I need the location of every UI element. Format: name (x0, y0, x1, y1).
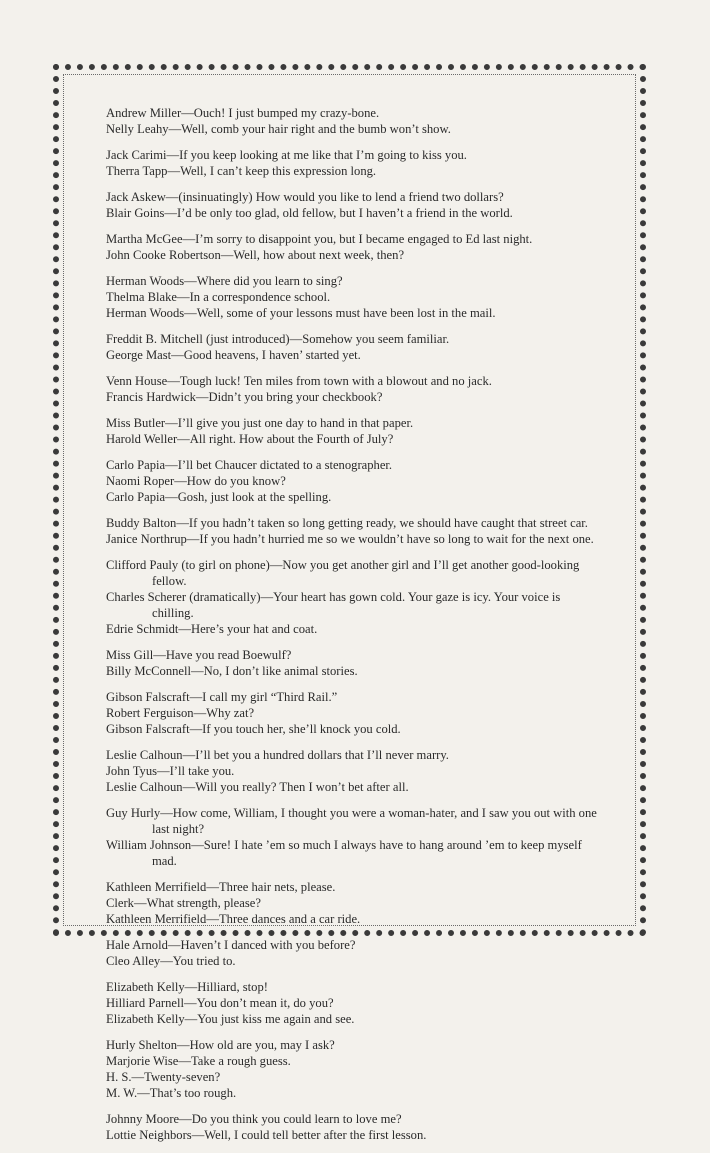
dialogue-line: Therra Tapp—Well, I can’t keep this expression long. (106, 164, 377, 178)
dialogue-line: Edrie Schmidt—Here’s your hat and coat. (106, 622, 318, 636)
dialogue-line: Miss Gill—Have you read Boewulf? (106, 648, 292, 662)
dialogue-line: Janice Northrup—If you hadn’t hurried me so we wouldn’t have so long to wait for the next one. (106, 532, 594, 546)
dialogue-group (106, 415, 598, 447)
dialogue-line: Billy McConnell—No, I don’t like animal stories. (106, 664, 358, 678)
dialogue-line: Clifford Pauly (to girl on phone)—Now you get another girl and I’ll get another good-looking fellow. (106, 558, 580, 588)
dialogue-line: Lottie Neighbors—Well, I could tell better after the first lesson. (106, 1128, 427, 1142)
dialogue-line: Naomi Roper—How do you know? (106, 474, 286, 488)
dialogue-line: Carlo Papia—Gosh, just look at the spelling. (106, 490, 332, 504)
dialogue-line: Guy Hurly—How come, William, I thought you were a woman-hater, and I saw you out with one last night? (106, 806, 597, 836)
dialogue-group (106, 273, 598, 321)
dialogue-line: Elizabeth Kelly—Hilliard, stop! (106, 980, 268, 994)
dialogue-line: Venn House—Tough luck! Ten miles from town with a blowout and no jack. (106, 374, 492, 388)
dialogue-line: Cleo Alley—You tried to. (106, 954, 236, 968)
dialogue-group (106, 1111, 598, 1143)
dialogue-line: Herman Woods—Where did you learn to sing? (106, 274, 343, 288)
dialogue-group (106, 647, 598, 679)
dialogue-line: John Tyus—I’ll take you. (106, 764, 235, 778)
dialogue-group (106, 373, 598, 405)
dialogue-line: Nelly Leahy—Well, comb your hair right and the bumb won’t show. (106, 122, 451, 136)
dialogue-line: Marjorie Wise—Take a rough guess. (106, 1054, 291, 1068)
dialogue-line: Blair Goins—I’d be only too glad, old fellow, but I haven’t a friend in the world. (106, 206, 513, 220)
dialogue-line: Jack Askew—(insinuatingly) How would you like to lend a friend two dollars? (106, 190, 504, 204)
dialogue-line: Gibson Falscraft—If you touch her, she’ll knock you cold. (106, 722, 401, 736)
dialogue-line: Andrew Miller—Ouch! I just bumped my crazy-bone. (106, 106, 380, 120)
dialogue-group (106, 231, 598, 263)
dialogue-group (106, 747, 598, 795)
dialogue-line: Miss Butler—I’ll give you just one day to hand in that paper. (106, 416, 414, 430)
dialogue-group (106, 689, 598, 737)
dialogue-line: Elizabeth Kelly—You just kiss me again and see. (106, 1012, 355, 1026)
dialogue-line: Freddit B. Mitchell (just introduced)—Somehow you seem familiar. (106, 332, 450, 346)
dialogue-line: Herman Woods—Well, some of your lessons must have been lost in the mail. (106, 306, 496, 320)
dialogue-line: H. S.—Twenty-seven? (106, 1070, 221, 1084)
dialogue-line: William Johnson—Sure! I hate ’em so much I always have to hang around ’em to keep myself mad. (106, 838, 582, 868)
dialogue-line: Leslie Calhoun—Will you really? Then I won’t bet after all. (106, 780, 409, 794)
dialogue-line: Buddy Balton—If you hadn’t taken so long getting ready, we should have caught that street car. (106, 516, 588, 530)
dialogue-line: Leslie Calhoun—I’ll bet you a hundred dollars that I’ll never marry. (106, 748, 449, 762)
dialogue-group (106, 979, 598, 1027)
dialogue-group (106, 457, 598, 505)
dialogue-group (106, 879, 598, 927)
dialogue-line: Hilliard Parnell—You don’t mean it, do you? (106, 996, 334, 1010)
dialogue-line: Harold Weller—All right. How about the Fourth of July? (106, 432, 394, 446)
dialogue-line: Gibson Falscraft—I call my girl “Third Rail.” (106, 690, 338, 704)
dialogue-line: Johnny Moore—Do you think you could learn to love me? (106, 1112, 402, 1126)
dialogue-group (106, 937, 598, 969)
dialogue-line: Francis Hardwick—Didn’t you bring your checkbook? (106, 390, 383, 404)
dialogue-list (106, 105, 598, 1153)
dialogue-group (106, 557, 598, 637)
dialogue-line: George Mast—Good heavens, I haven’ started yet. (106, 348, 361, 362)
dialogue-line: M. W.—That’s too rough. (106, 1086, 237, 1100)
dialogue-line: Kathleen Merrifield—Three dances and a car ride. (106, 912, 361, 926)
dialogue-group (106, 515, 598, 547)
dialogue-group (106, 189, 598, 221)
dialogue-group (106, 147, 598, 179)
dialogue-group (106, 805, 598, 869)
dialogue-line: Charles Scherer (dramatically)—Your heart has gown cold. Your gaze is icy. Your voice is chilling. (106, 590, 561, 620)
dialogue-group (106, 331, 598, 363)
dialogue-line: Hurly Shelton—How old are you, may I ask? (106, 1038, 335, 1052)
dialogue-line: Jack Carimi—If you keep looking at me like that I’m going to kiss you. (106, 148, 467, 162)
dialogue-line: Hale Arnold—Haven’t I danced with you before? (106, 938, 356, 952)
dialogue-line: Martha McGee—I’m sorry to disappoint you, but I became engaged to Ed last night. (106, 232, 533, 246)
dialogue-line: Clerk—What strength, please? (106, 896, 261, 910)
dialogue-group (106, 1037, 598, 1101)
dialogue-line: Robert Ferguison—Why zat? (106, 706, 255, 720)
dialogue-line: Carlo Papia—I’ll bet Chaucer dictated to a stenographer. (106, 458, 393, 472)
dialogue-group (106, 105, 598, 137)
dialogue-line: Thelma Blake—In a correspondence school. (106, 290, 331, 304)
dialogue-line: Kathleen Merrifield—Three hair nets, please. (106, 880, 336, 894)
dialogue-line: John Cooke Robertson—Well, how about next week, then? (106, 248, 405, 262)
